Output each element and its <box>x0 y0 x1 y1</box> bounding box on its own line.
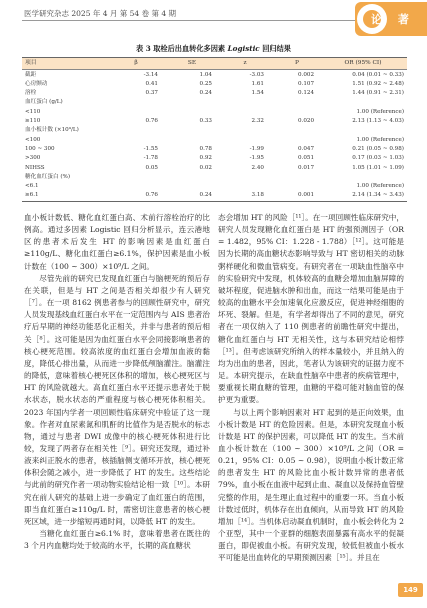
table-header-row <box>22 58 407 69</box>
table-cell: 0.41 <box>145 80 158 87</box>
table-cell: 0.37 <box>145 90 158 97</box>
paragraph: 态会增加 HT 的风险［¹¹］。在一项回顾性临床研究中，研究人员发现糖化血红蛋白是 HT 的强预测因子（OR = 1.482，95% CI：1.228 - 1.788）［¹²］。这可能是因为长期的高血糖状态影响导致与 HT 密切相关的动脉粥样硬化和微血管病变。有研究者在一项缺血性脑卒中的实验研究中发现，机体较高的血糖会增加血脑屏障的破坏程度，促进脑水肿和出血，而这一结果可能是由于较高的血糖水平会加速氧化应激反应，促进神经细胞的坏死、裂解。但是，有学者却得出了不同的意见，研究者在一项仅纳入了 110 例患者的前瞻性研究中提出，糖化血红蛋白与 HT 无相关性，这与本研究结论相悖［¹³］。但考虑该研究所纳入的样本量较小，并且纳入的均为出血的患者，因此，笔者认为该研究的证据力度不足。本研究提示，在缺血性脑卒中患者的疾病管理中，要重视长期血糖的管理，血糖的平稳可能对脑血管的保护更为重要。 <box>218 213 404 405</box>
table-cell: 1.00 (Reference) <box>356 183 404 190</box>
paragraph: 血小板计数低、糖化血红蛋白高、术前行溶栓治疗的比例高。通过多因素 Logistic 回归分析显示，连云港地区的患者术后发生 HT 的影响因素是血红蛋白≥110g/L、糖化血红蛋白≥6.1%，保护因素是血小板计数在（100 ~ 300）×10⁹/L 之间。 <box>24 213 210 271</box>
table-cell: <100 <box>25 136 41 143</box>
table-cell: 0.002 <box>297 71 314 78</box>
table-cell: -3.03 <box>249 71 264 78</box>
table-cell: 0.047 <box>297 145 314 152</box>
table-cell: 1.00 (Reference) <box>356 136 404 143</box>
table-cell: 3.18 <box>251 192 264 199</box>
table-cell: 0.001 <box>297 192 314 199</box>
header-cell-beta: β <box>134 60 138 66</box>
table-cell: NIHSS <box>25 164 45 171</box>
table-cell: 0.24 <box>199 192 212 199</box>
header-cell-se: SE <box>187 60 197 66</box>
table-cell: 1.54 <box>251 90 264 97</box>
table-cell: 截距 <box>25 71 37 78</box>
table-cell: 0.76 <box>145 118 158 124</box>
right-text-column <box>218 212 404 565</box>
table-cell: 0.24 <box>199 90 212 97</box>
table-cell: 0.05 <box>145 164 158 171</box>
table-cell: 2.40 <box>251 164 264 171</box>
table-cell: 1.51 (0.92 ~ 2.48) <box>352 80 404 87</box>
paragraph: 与以上两个影响因素对 HT 起到的是正向效果，血小板计数是 HT 的危险因素。但是，本研究发现血小板计数是 HT 的保护因素，可以降低 HT 的发生。当术前血小板计数在（100 ~ 300）×10⁹/L 之间（OR = 0.21，95% CI：0.05 ~ 0.98），说明血小板计数正常的患者发生 HT 的风险比血小板计数异常的患者低 79%，血小板在血液中起到止血、凝血以及保持血管壁完整的作用，是生理止血过程中的重要一环。当血小板计数过低时，机体存在出血倾向，从而导致 HT 的风险增加［¹⁴］。当机体启动凝血机制时，血小板会转化为 2 个亚型，其中一个亚群的细胞表面暴露有高水平的促凝蛋白，即促被血小板。有研究发现，较低但被血小板水平可能是出血转化的早期预测因素［¹⁵］。并且在 <box>218 407 404 563</box>
table-cell: 0.33 <box>199 118 212 124</box>
table-cell: 0.124 <box>297 90 314 97</box>
table-cell: 糖化血红蛋白 (%) <box>25 173 71 180</box>
header-rule <box>22 20 362 21</box>
table-cell: 0.78 <box>199 145 212 152</box>
table-cell: 血小板计数 (×10⁹/L) <box>25 127 79 134</box>
table-cell: 0.25 <box>199 80 212 87</box>
header-cell-p: P <box>295 60 299 66</box>
table-cell: 0.17 (0.03 ~ 1.03) <box>352 155 404 162</box>
header-cell-or: OR (95% CI) <box>344 60 382 66</box>
table-cell: 溶栓 <box>25 90 37 97</box>
table-cell: 2.13 (1.13 ~ 4.03) <box>352 118 404 124</box>
table-caption: 表 3 取栓后出血转化多因素 Logistic 回归结果 <box>136 44 291 53</box>
table-bottom-rule <box>22 201 407 202</box>
page-number: 149 <box>398 583 423 597</box>
table-cell: 血红蛋白 (g/L) <box>25 99 63 106</box>
table-cell: -3.14 <box>143 71 158 78</box>
table-cell: 0.017 <box>297 164 314 171</box>
table-cell: ≥110 <box>25 118 41 124</box>
table-cell: >300 <box>25 155 41 162</box>
table-cell: <110 <box>25 108 41 115</box>
section-badge <box>355 2 427 36</box>
paragraph: 当糖化血红蛋白≥6.1% 时，意味着患者在既往的 3 个月内血糖均处于较高的水平，长期的高血糖状 <box>24 529 210 551</box>
table-cell: -1.55 <box>143 145 158 152</box>
table-cell: ≥6.1 <box>25 192 39 199</box>
left-text-column <box>24 212 210 552</box>
table-cell: 1.61 <box>251 80 264 87</box>
page-header <box>0 0 427 40</box>
table-cell: 100 ~ 300 <box>25 145 55 152</box>
table-cell: 0.92 <box>199 155 212 162</box>
table-cell: 0.04 (0.01 ~ 0.33) <box>352 71 404 78</box>
header-cell-z: z <box>243 60 247 66</box>
table-cell: 2.14 (1.34 ~ 3.43) <box>352 192 404 199</box>
table-cell: 0.76 <box>145 192 158 199</box>
table-cell: 1.44 (0.91 ~ 2.31) <box>352 90 404 97</box>
table-cell: <6.1 <box>25 183 39 190</box>
paragraph: 尽管先前的研究已发现血红蛋白与脑梗死的预后存在关联，但是与 HT 之间是否相关却很少有人研究［⁷］。在一项 8162 例患者参与的回顾性研究中，研究人员发现基线血红蛋白水平在一定范围内与 AIS 患者治疗后早期的神经功能恶化正相关，并非与患者的预后相关［⁸］。这可能是因为血红蛋白水平会同接影响患者的核心梗死范围。较高浓度的血红蛋白会增加血液的黏度，降低心排出量，从而进一步降低颅脑灌注。脑灌注的降低，意味着核心梗死区体积的增加，核心梗死区与 HT 的风险就越大。高血红蛋白水平还提示患者处于脱水状态，脱水状态的严重程度与核心梗死体积相关。2023 年国内学者一项回顾性临床研究中验证了这一现象。作者对血尿素氮和肌酐的比值作为是否脱水的标志物，通过与患者 DWI 成像中的核心梗死体积进行比较，发现了两者存在相关性［⁹］。研究还发现，通过补液来纠正脱水的患者，核插脑侧支循环开放，核心梗死体积会随之减小，进一步降低了 HT 的发生。这些结论与此前的研究作者一项动物实验结论相一致［¹⁰］。本研究在前人研究的基础上进一步确定了血红蛋白的范围，即当血红蛋白≥110g/L 时，需密切注意患者的核心梗死区域，进一步缩短再通时间，以降低 HT 的发生。 <box>24 273 210 526</box>
table-cell: 1.00 (Reference) <box>356 108 404 115</box>
table-cell: -1.78 <box>143 155 158 162</box>
table-cell: 1.04 <box>199 71 212 78</box>
table-cell: 1.05 (1.01 ~ 1.09) <box>352 164 404 171</box>
table-cell: 0.020 <box>297 118 314 124</box>
table-cell: 0.02 <box>199 164 212 171</box>
table-cell: 心房颤动 <box>25 80 48 87</box>
table-cell: 0.051 <box>297 155 314 162</box>
running-title: 医学研究杂志 2025 年 4 月 第 54 卷 第 4 期 <box>24 9 177 18</box>
section-label: 论 著 <box>371 13 415 26</box>
table-cell: -1.99 <box>249 145 264 152</box>
header-cell-item: 项目 <box>25 60 37 66</box>
table-cell: -1.95 <box>249 155 264 162</box>
table-header-rule <box>22 69 407 70</box>
table-cell: 2.32 <box>251 118 264 124</box>
table-cell: 0.21 (0.05 ~ 0.98) <box>352 145 404 152</box>
table-cell: 0.107 <box>297 80 314 87</box>
